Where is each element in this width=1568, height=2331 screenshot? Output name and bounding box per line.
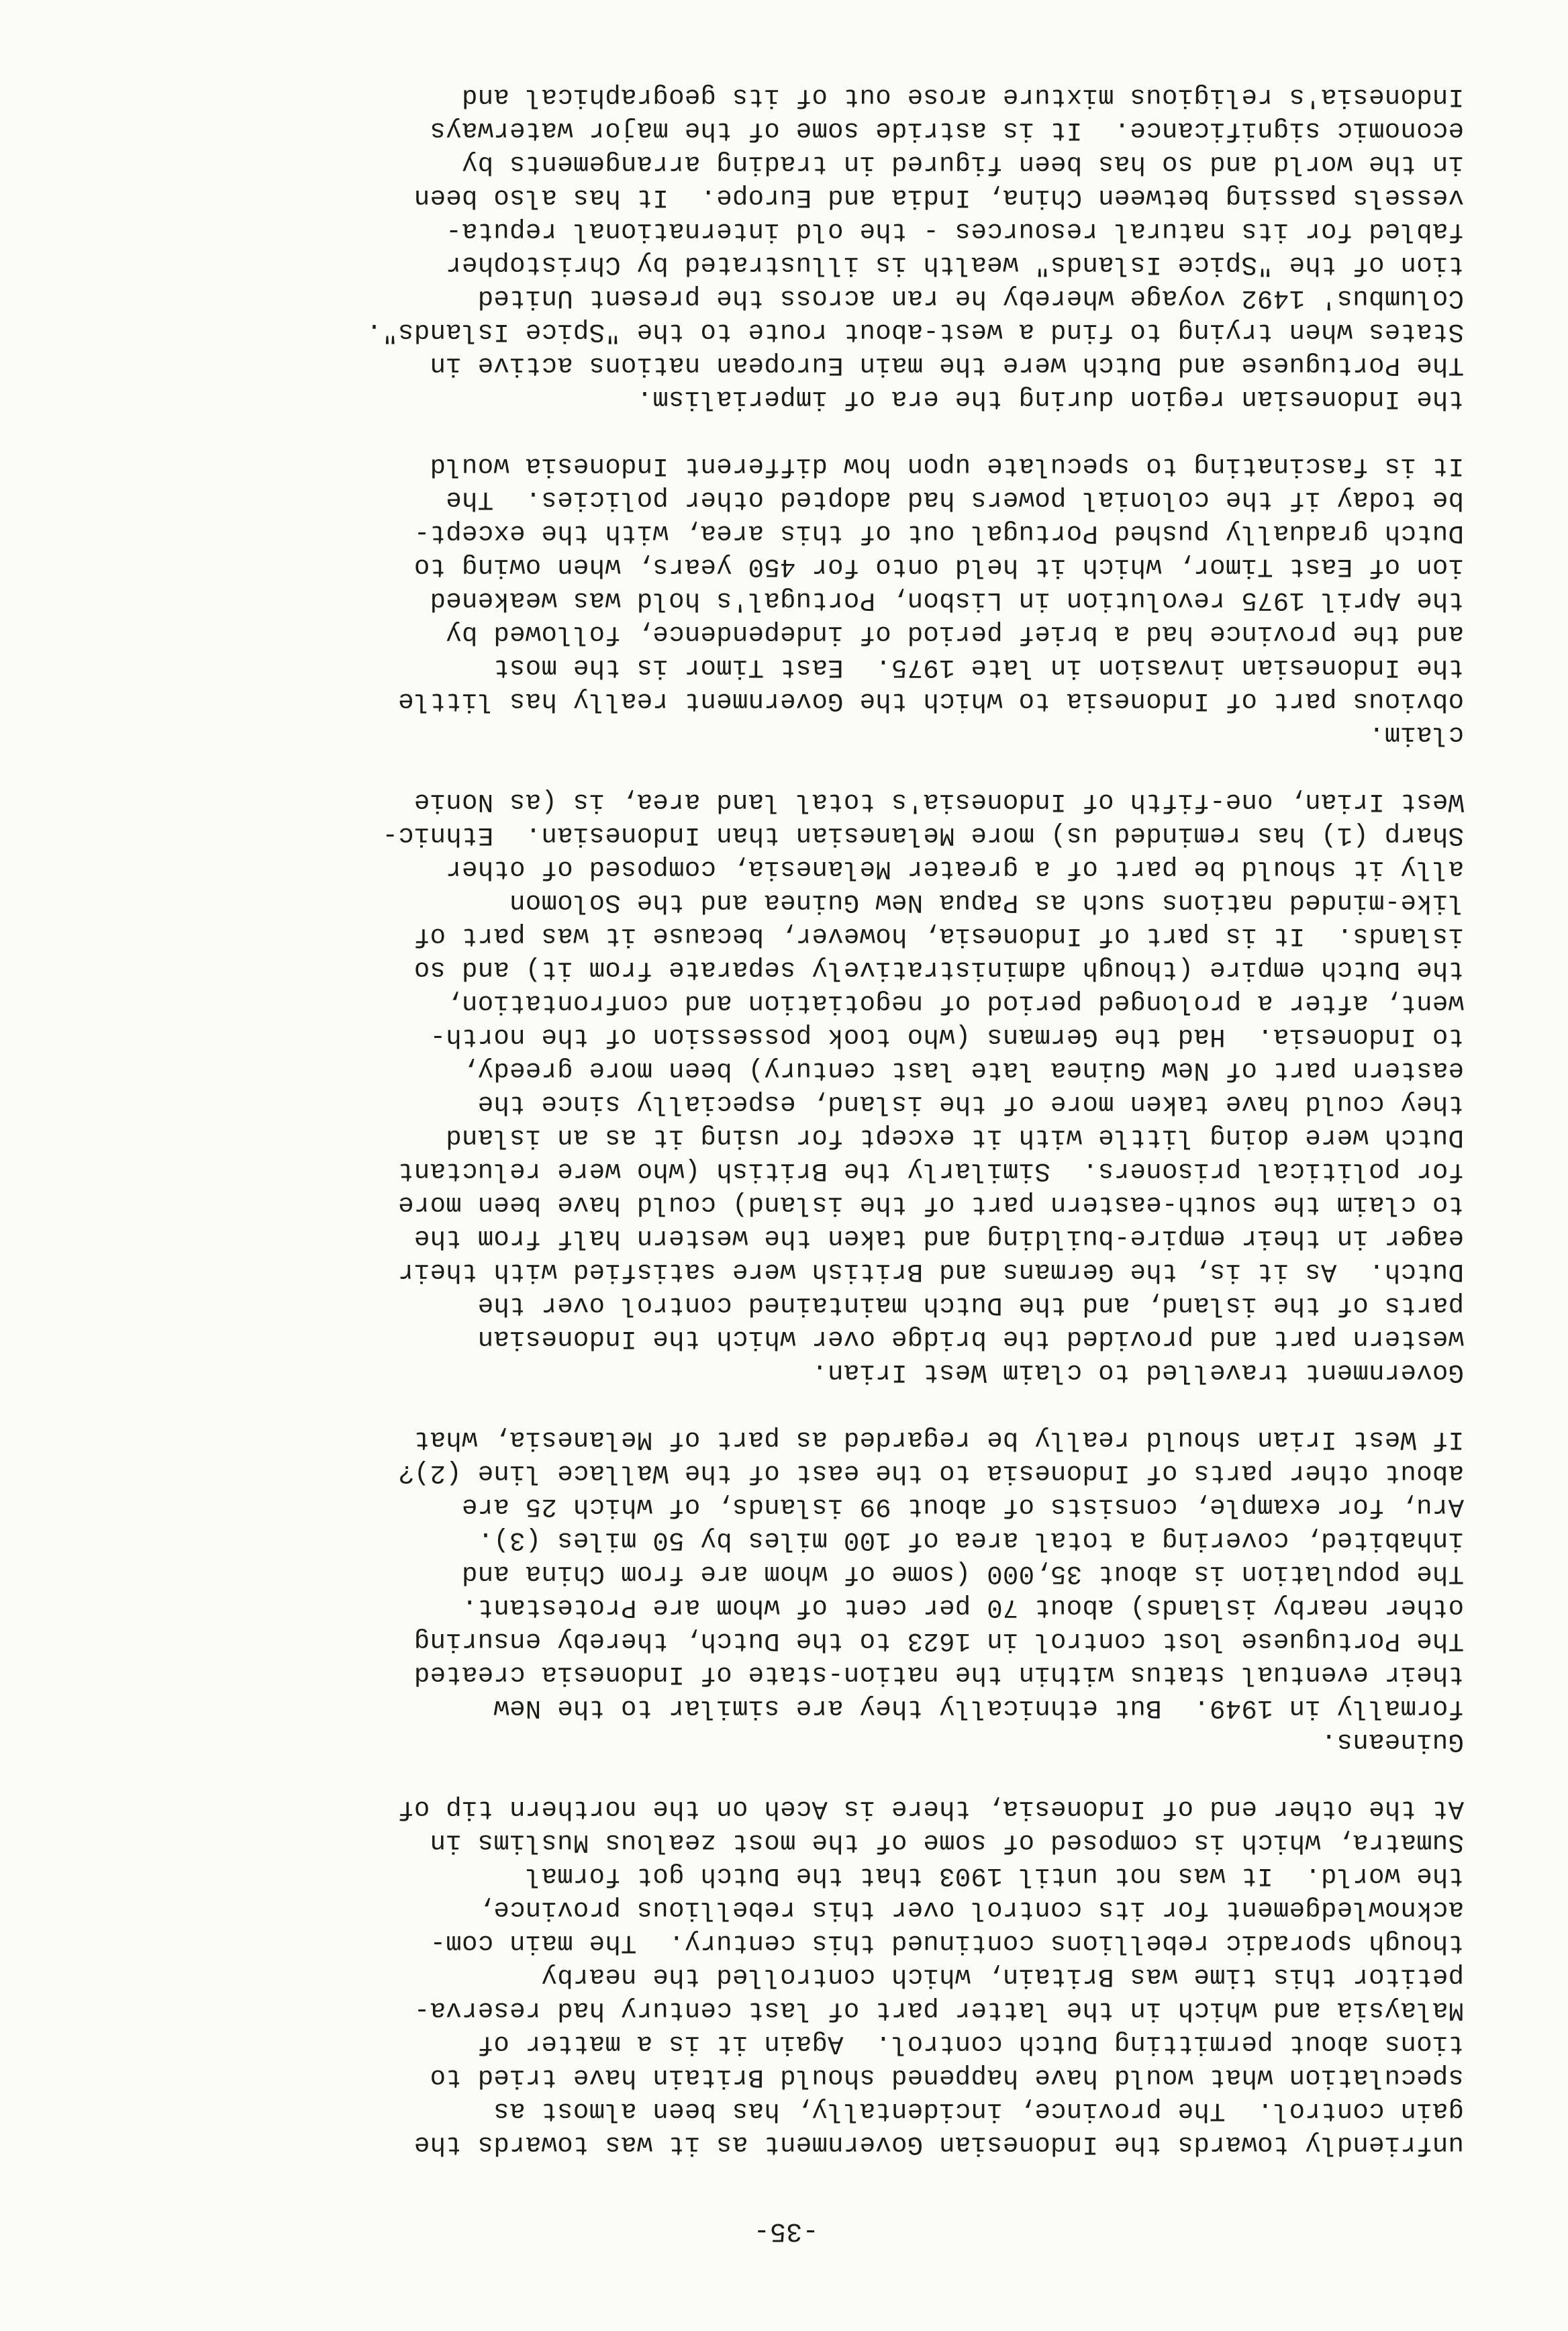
text-line: Sharp (1) has reminded us) more Melanesian than Indonesian. Ethnic- [382,820,1464,850]
paragraph [108,785,1464,1389]
text-line: parts of the island, and the Dutch maintained control over the [477,1290,1464,1320]
text-line: The Portuguese and Dutch were the main European nations active in [430,350,1464,380]
text-line: the Indonesian region during the era of imperialism. [636,384,1464,414]
text-line: eastern part of New Guinea late last century) been more greedy, [461,1055,1464,1085]
paragraph [108,1792,1464,2161]
text-line: though sporadic rebellions continued this century. The main com- [430,1928,1464,1958]
text-line: like-minded nations such as Papua New Guinea and the Solomon [509,888,1464,917]
text-line: for political prisoners. Similarly the British (who were reluctant [397,1156,1464,1186]
text-line: ally it should be part of a greater Melanesia, composed of other [445,854,1464,884]
text-line: tions about permitting Dutch control. Again it is a matter of [477,2029,1464,2058]
text-line: other nearby islands) about 70 per cent of whom are Protestant. [461,1592,1464,1622]
text-line: in the world and so has been figured in trading arrangements by [461,149,1464,179]
text-line: Columbus' 1492 voyage whereby he ran across the present United [477,283,1464,313]
text-line: and the province had a brief period of independence, followed by [445,619,1464,649]
text-line: the April 1975 revolution in Lisbon, Portugal's hold was weakened [430,585,1464,615]
text-line: economic significance. It is astride some of the major waterways [430,115,1464,145]
text-line: eager in their empire-building and taken the western half from the [413,1223,1464,1253]
text-line: tion of the "Spice Islands" wealth is illustrated by Christopher [445,250,1464,279]
text-line: went, after a prolonged period of negotiation and confrontation, [445,988,1464,1018]
text-line: acknowledgement for its control over this rebellious province, [477,1895,1464,1924]
text-line: Malaysia and which in the latter part of last century had reserva- [413,1995,1464,2025]
text-line: they could have taken more of the island, especially since the [477,1089,1464,1119]
page-content [108,46,1464,2247]
text-line: Guineans. [1320,1727,1464,1756]
text-line: At the other end of Indonesia, there is Aceh on the northern tip of [397,1794,1464,1823]
text-line: The Portuguese lost control in 1623 to the Dutch, thereby ensuring [413,1626,1464,1656]
text-line: Government travelled to claim West Irian. [812,1358,1464,1387]
text-line: islands. It is part of Indonesia, however, because it was part of [413,921,1464,951]
text-line: be today if the colonial powers had adopted other policies. The [445,485,1464,514]
text-line: claim. [1368,720,1464,749]
text-line: to claim the south-eastern part of the island) could have been more [397,1190,1464,1219]
text-line: Dutch were doing little with it except for using it as an island [445,1123,1464,1152]
text-line: Sumatra, which is composed of some of the most zealous Muslims in [430,1827,1464,1857]
text-line: speculation what would have happened should Britain have tried to [430,2062,1464,2092]
text-line: The population is about 35,000 (some of whom are from China and [461,1559,1464,1588]
text-line: petitor this time was Britain, which controlled the nearby [541,1962,1464,1991]
text-line: If West Irian should really be regarded as part of Melanesia, what [413,1425,1464,1454]
text-line: It is fascinating to speculate upon how different Indonesia would [430,451,1464,481]
text-line: West Irian, one-fifth of Indonesia's total land area, is (as Nonie [413,787,1464,816]
page-number: -35- [753,2216,819,2246]
text-line: Dutch. As it is, the Germans and British were satisfied with their [397,1257,1464,1286]
text-line: the world. It was not until 1903 that the Dutch got formal [525,1861,1464,1891]
text-line: about other parts of Indonesia to the east of the Wallace line (2)? [397,1458,1464,1488]
text-line: their eventual status within the nation-state of Indonesia created [413,1660,1464,1689]
text-line: formally in 1949. But ethnically they are similar to the New [493,1693,1464,1723]
text-line: western part and provided the bridge over which the Indonesian [477,1324,1464,1353]
text-line: the Indonesian invasion in late 1975. East Timor is the most [493,653,1464,682]
text-line: unfriendly towards the Indonesian Government as it was towards the [413,2130,1464,2159]
text-line: to Indonesia. Had the Germans (who took possession of the north- [430,1022,1464,1051]
paragraph [108,1423,1464,1758]
text-line: fabled for its natural resources - the old international reputa- [445,216,1464,246]
text-line: vessels passing between China, India and Europe. It has also been [413,183,1464,212]
paragraph [108,449,1464,751]
text-line: ion of East Timor, which it held onto for 450 years, when owing to [413,552,1464,581]
text-line: inhabited, covering a total area of 100 miles by 50 miles (3). [477,1525,1464,1555]
text-line: Dutch gradually pushed Portugal out of this area, with the except- [413,518,1464,548]
paragraph [108,80,1464,416]
text-line: Indonesia's religious mixture arose out of its geographical and [461,82,1464,111]
paragraphs [108,80,1464,2161]
text-line: States when trying to find a west-about route to the "Spice Islands". [366,317,1464,346]
text-line: obvious part of Indonesia to which the Government really has little [397,686,1464,716]
text-line: Aru, for example, consists of about 99 islands, of which 25 are [461,1492,1464,1521]
text-line: the Dutch empire (though administratively separate from it) and so [413,955,1464,984]
text-line: gain control. The province, incidentally, has been almost as [493,2096,1464,2126]
